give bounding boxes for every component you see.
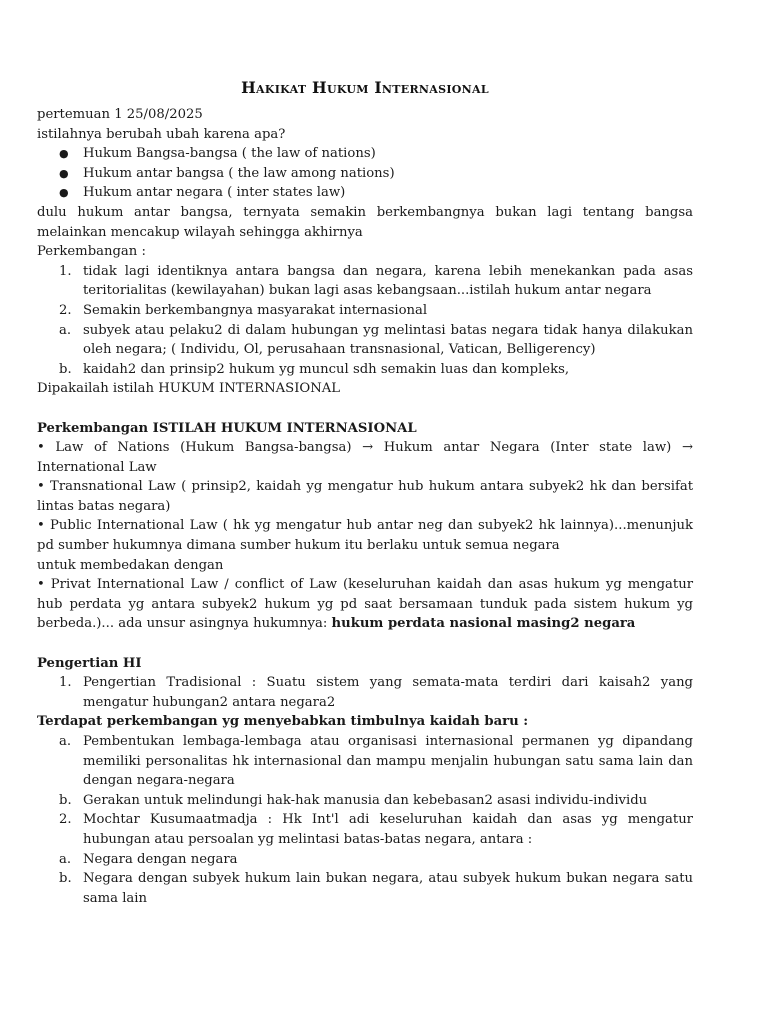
perkembangan-label: Perkembangan : (37, 244, 146, 260)
list-marker: 2. (59, 812, 72, 828)
list-marker: b. (59, 792, 72, 808)
list-item: a. Negara dengan negara (37, 850, 693, 870)
privat-bold-text: hukum perdata nasional masing2 negara (331, 616, 636, 632)
spacer (37, 634, 693, 654)
law-of-nations-line: • Law of Nations (Hukum Bangsa-bangsa) → Hukum antar Negara (Inter state law) → International Law (37, 440, 693, 475)
list-item: ● Hukum antar bangsa ( the law among nations) (37, 164, 693, 184)
list-item: b. Gerakan untuk melindungi hak-hak manusia dan kebebasan2 asasi individu-individu (37, 791, 693, 811)
list-item: b. kaidah2 dan prinsip2 hukum yg muncul sdh semakin luas dan kompleks, (37, 360, 693, 380)
list-item: a. Pembentukan lembaga-lembaga atau organisasi internasional permanen yg dipandang memiliki personalitas hk internasional dan mampu menjalin hubungan satu sama lain dan dengan negara-negara (59, 734, 693, 789)
perkembangan-list (37, 262, 693, 380)
list-item: a. subyek atau pelaku2 di dalam hubungan yg melintasi batas negara tidak hanya dilakukan oleh negara; ( Individu, Ol, perusahaan transnasional, Vatican, Belligerency) (59, 322, 693, 358)
list-marker: a. (59, 734, 72, 749)
names-list (37, 144, 693, 203)
list-item: ● Hukum Bangsa-bangsa ( the law of nations) (37, 144, 693, 164)
intro-paragraph: dulu hukum antar bangsa, ternyata semakin berkembangnya bukan lagi tentang bangsa melainkan mencakup wilayah sehingga akhirnya (37, 204, 693, 240)
list-marker: a. (59, 851, 72, 867)
pengertian-heading: Pengertian HI (37, 655, 142, 671)
list-marker: b. (59, 871, 72, 887)
list-marker: a. (59, 322, 72, 338)
list-item: b. Negara dengan subyek hukum lain bukan negara, atau subyek hukum bukan negara satu sama lain (59, 871, 693, 906)
bullet-icon: ● (59, 147, 69, 161)
list-item: ● Hukum antar negara ( inter states law) (37, 183, 693, 203)
list-marker: b. (59, 361, 72, 377)
privat-international-line: • Privat International Law / conflict of Law (keseluruhan kaidah dan asas hukum yg mengatur hub perdata yg antara subyek2 hukum yg pd saat bersamaan tunduk pada sistem hukum yg berbeda.)... ada unsur asingnya hukumnya: hukum perdata nasional masing2 negara (37, 577, 693, 632)
document-title: Hakikat Hukum Internasional (241, 78, 489, 97)
public-international-line: • Public International Law ( hk yg mengatur hub antar neg dan subyek2 hk lainnya)...menunjuk pd sumber hukumnya dimana sumber hukum itu berlaku untuk semua negara (37, 518, 693, 554)
list-marker: 1. (59, 675, 72, 691)
list-item: 2. Semakin berkembangnya masyarakat internasional (37, 301, 693, 321)
list-item: 1. tidak lagi identiknya antara bangsa dan negara, karena lebih menekankan pada asas teritorialitas (kewilayahan) bukan lagi asas kebangsaan...istilah hukum antar negara (59, 263, 693, 299)
terdapat-heading: Terdapat perkembangan yg menyebabkan timbulnya kaidah baru : (37, 714, 529, 730)
istilah-heading: Perkembangan ISTILAH HUKUM INTERNASIONAL (37, 420, 417, 436)
question-line: istilahnya berubah ubah karena apa? (37, 126, 286, 142)
spacer (37, 399, 693, 419)
transnational-line: • Transnational Law ( prinsip2, kaidah yg mengatur hub hukum antara subyek2 hk dan bersifat lintas batas negara) (37, 479, 693, 514)
bullet-icon: ● (59, 166, 69, 180)
terdapat-list (37, 732, 693, 908)
list-item: 2. Mochtar Kusumaatmadja : Hk Int'l adi keseluruhan kaidah dan asas yg mengatur hubungan atau persoalan yg melintasi batas-batas negara, antara : (59, 812, 693, 847)
bullet-icon: ● (59, 186, 69, 200)
list-marker: 1. (59, 263, 72, 279)
list-item: 1. Pengertian Tradisional : Suatu sistem yang semata-mata terdiri dari kaisah2 yang mengatur hubungan2 antara negara2 (59, 675, 693, 710)
list-marker: 2. (59, 302, 72, 318)
meeting-line: pertemuan 1 25/08/2025 (37, 107, 203, 122)
pembeda-line: untuk membedakan dengan (37, 557, 224, 573)
dipakai-line: Dipakailah istilah HUKUM INTERNASIONAL (37, 381, 341, 397)
